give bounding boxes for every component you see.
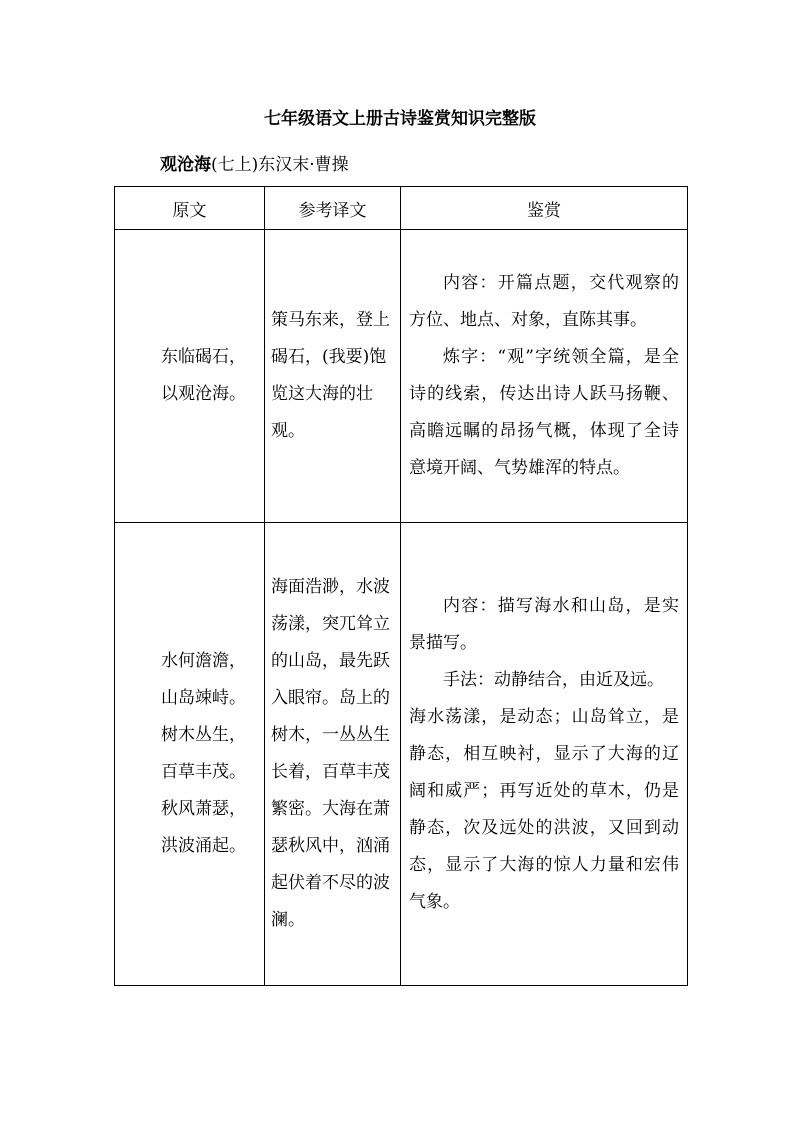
original-line: 洪波涌起。 (161, 836, 246, 856)
header-translation: 参考译文 (265, 187, 401, 230)
appreciation-cell (401, 230, 688, 523)
header-appreciation: 鉴赏 (401, 187, 688, 230)
header-original: 原文 (115, 187, 265, 230)
original-line: 树木丛生， (161, 725, 246, 745)
document-title: 七年级语文上册古诗鉴赏知识完整版 (264, 109, 536, 129)
original-line: 山岛竦峙。 (161, 688, 246, 708)
appreciation-paragraph: 手法：动静结合，由近及远。 (443, 669, 664, 690)
original-line: 水何澹澹， (161, 651, 246, 671)
appreciation-paragraph: 炼字：“观”字统领全篇，是全诗的线索，传达出诗人跃马扬鞭、高瞻远瞩的昂扬气概，体现了全诗意境开阔、气势雄浑的特点。 (409, 347, 679, 478)
poem-heading (160, 152, 349, 178)
translation-cell: 海面浩渺，水波荡漾，突兀耸立的山岛，最先跃入眼帘。岛上的树木，一丛丛生长着，百草丰茂繁密。大海在萧瑟秋风中，汹涌起伏着不尽的波澜。 (265, 523, 401, 986)
poem-title: 观沧海 (160, 155, 211, 175)
table-row (115, 230, 688, 523)
table-header-row (115, 187, 688, 230)
original-line: 秋风萧瑟， (161, 799, 246, 819)
original-cell (115, 523, 265, 986)
table-row (115, 523, 688, 986)
translation-cell: 策马东来，登上碣石，(我要)饱览这大海的壮观。 (265, 230, 401, 523)
appreciation-paragraph: 内容：描写海水和山岛，是实景描写。 (409, 595, 679, 653)
appreciation-paragraph: 内容：开篇点题，交代观察的方位、地点、对象，直陈其事。 (409, 273, 679, 330)
original-line: 以观沧海。 (161, 384, 246, 404)
poem-table (114, 186, 688, 986)
original-line: 百草丰茂。 (161, 762, 246, 782)
original-cell (115, 230, 265, 523)
appreciation-paragraph: 海水荡漾，是动态；山岛耸立，是静态，相互映衬，显示了大海的辽阔和威严；再写近处的草木，仍是静态，次及远处的洪波，又回到动态，显示了大海的惊人力量和宏伟气象。 (409, 706, 679, 912)
appreciation-cell (401, 523, 688, 986)
original-line: 东临碣石， (161, 347, 246, 367)
poem-meta: (七上)东汉末·曹操 (211, 155, 349, 175)
